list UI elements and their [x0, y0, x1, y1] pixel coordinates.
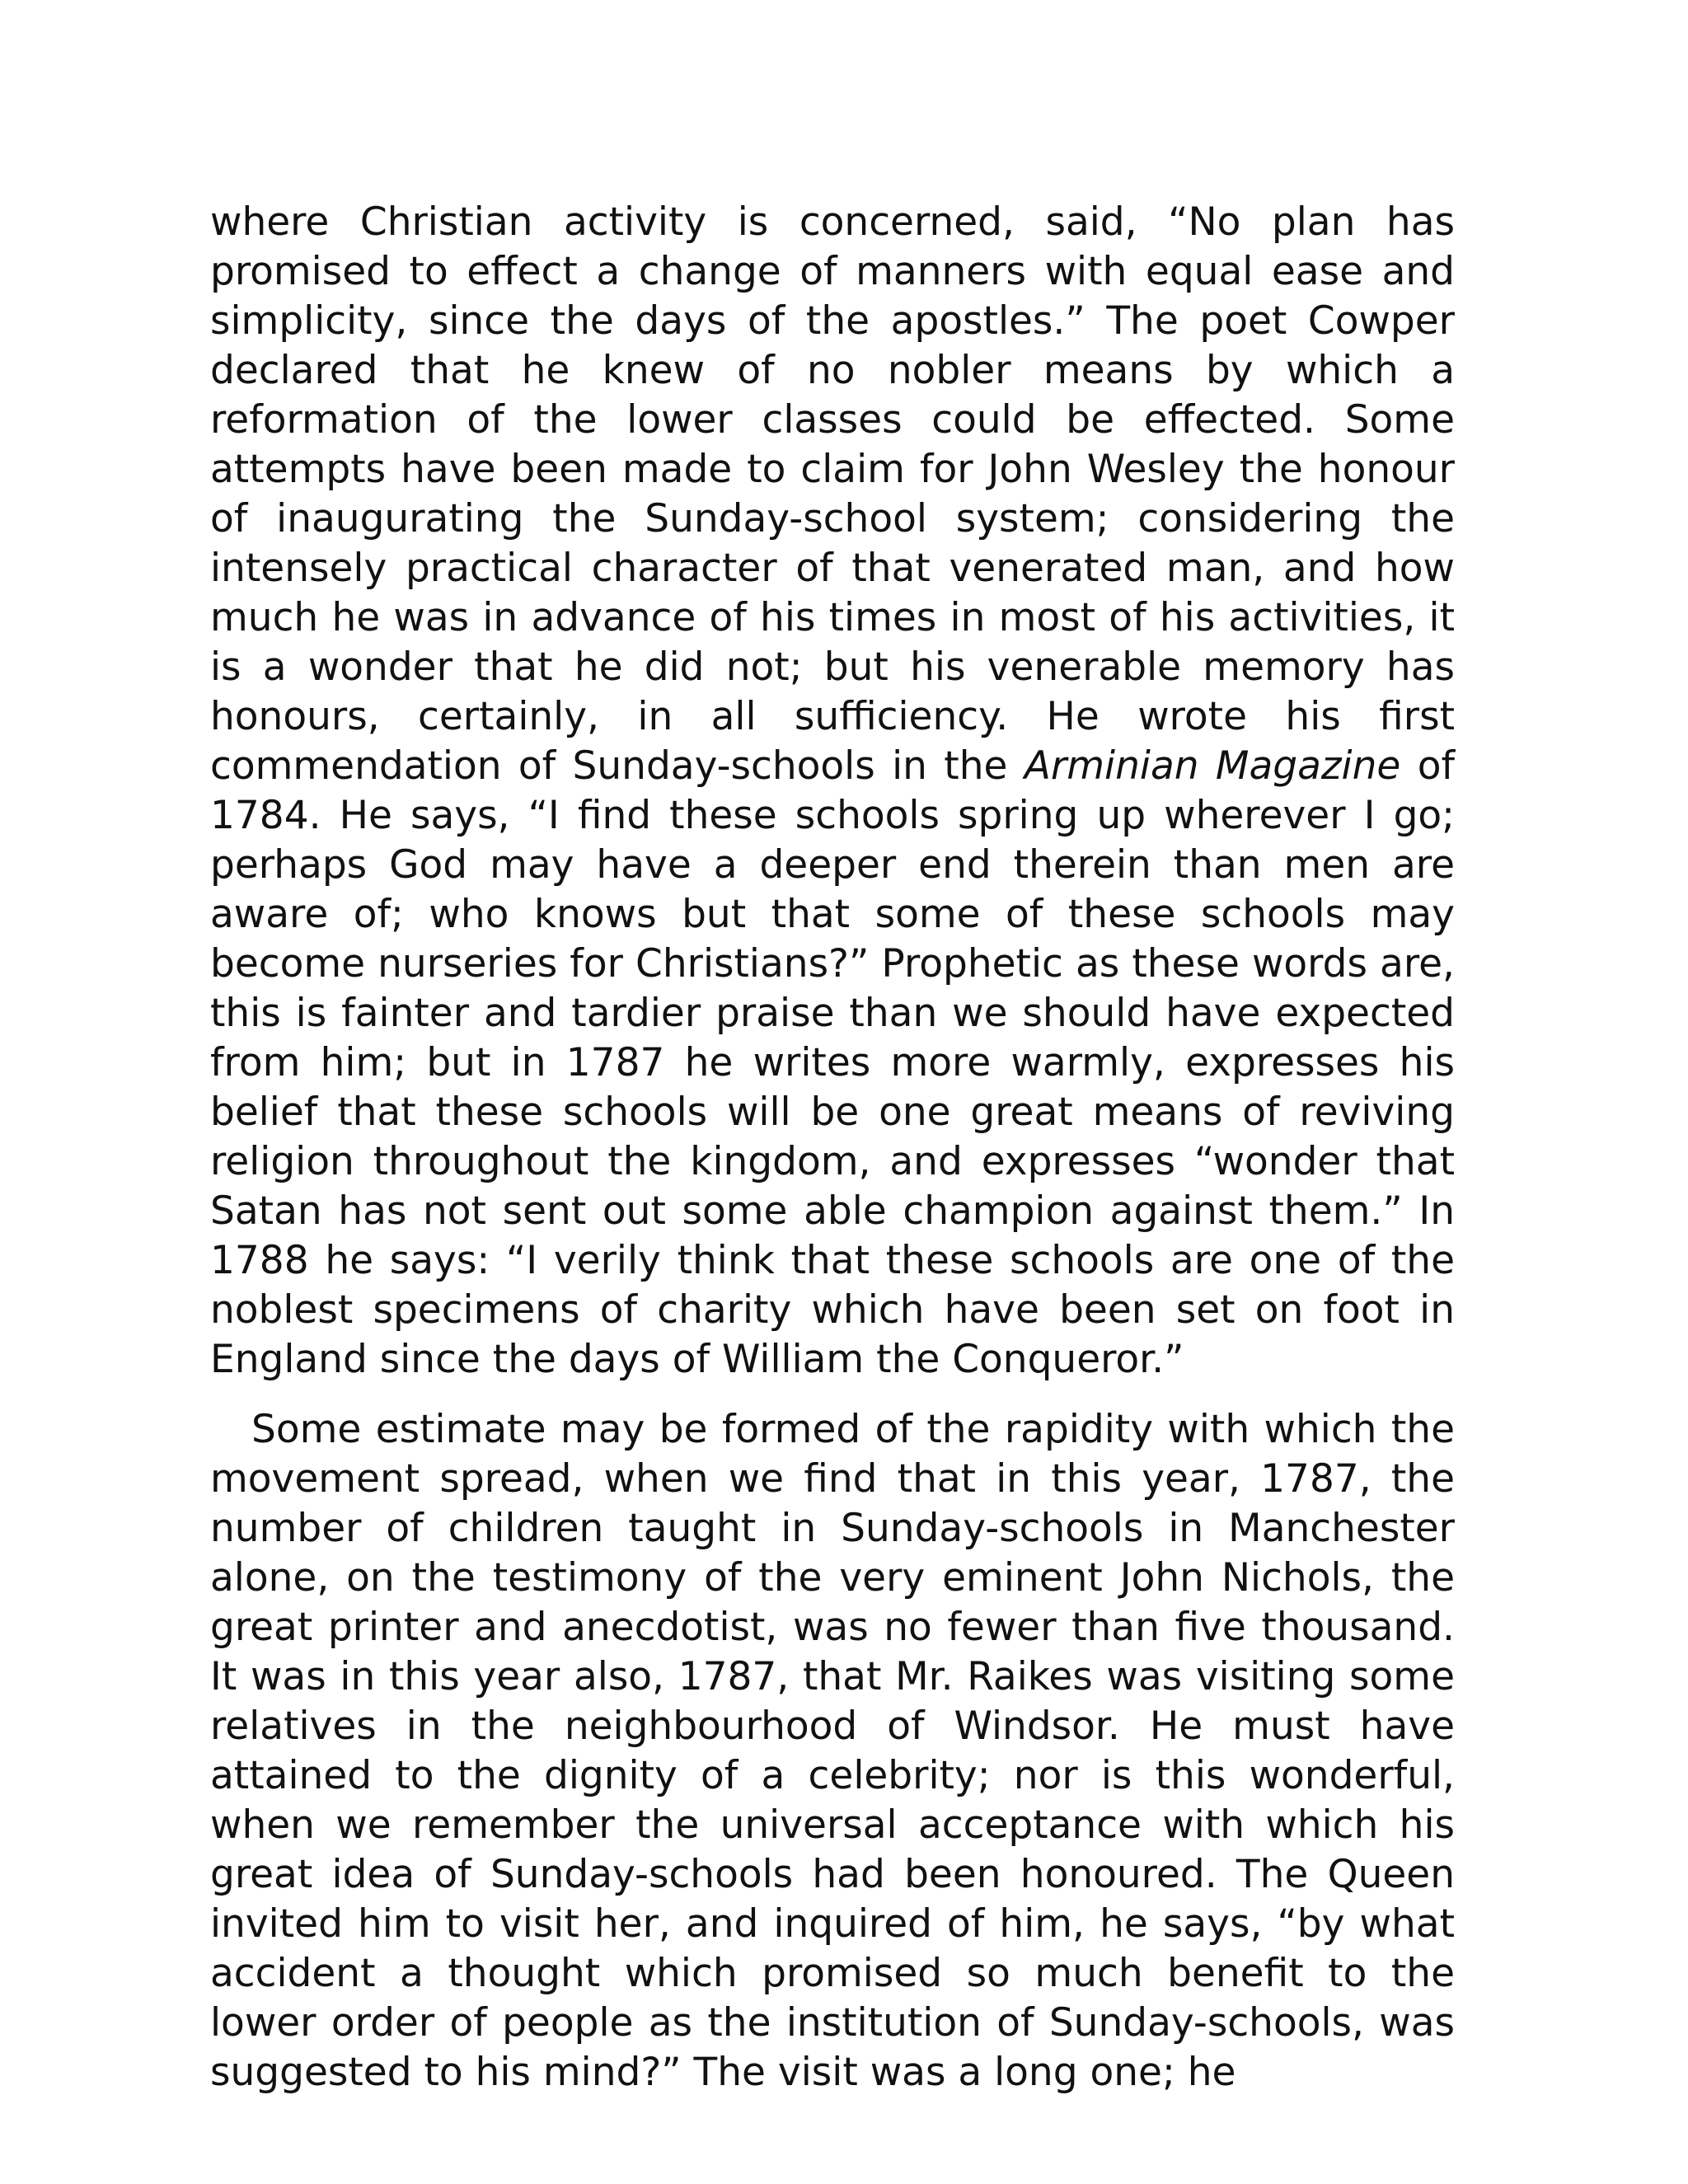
page-body	[210, 198, 1455, 2097]
paragraph-1-text-start: where Christian activity is concerned, said, “No plan has promised to effect a change of manners with equal ease and simplicity, since the days of the apostles.” The poet Cowper declared that he knew of no nobler means by which a reformation of the lower classes could be effected. Some attempts have been made to claim for John Wesley the honour of inaugurating the Sunday-school system; considering the intensely practical character of that venerated man, and how much he was in advance of his times in most of his activities, it is a wonder that he did not; but his venerable memory has honours, certainly, in all sufficiency. He wrote his first commendation of Sunday-schools in the	[210, 199, 1455, 789]
paragraph-2: Some estimate may be formed of the rapidity with which the movement spread, when we find that in this year, 1787, the number of children taught in Sunday-schools in Manchester alone, on the testimony of the very eminent John Nichols, the great printer and anecdotist, was no fewer than five thousand. It was in this year also, 1787, that Mr. Raikes was visiting some relatives in the neighbourhood of Windsor. He must have attained to the dignity of a celebrity; nor is this wonderful, when we remember the universal acceptance with which his great idea of Sunday-schools had been honoured. The Queen invited him to visit her, and inquired of him, he says, “by what accident a thought which promised so much benefit to the lower order of people as the institution of Sunday-schools, was suggested to his mind?” The visit was a long one; he	[210, 1407, 1455, 2095]
paragraph-1-text-end: of 1784. He says, “I find these schools spring up wherever I go; perhaps God may have a deeper end therein than men are aware of; who knows but that some of these schools may become nurseries for Christians?” Prophetic as these words are, this is fainter and tardier praise than we should have expected from him; but in 1787 he writes more warmly, expresses his belief that these schools will be one great means of reviving religion throughout the kingdom, and expresses “wonder that Satan has not sent out some able champion against them.” In 1788 he says: “I verily think that these schools are one of the noblest specimens of charity which have been set on foot in England since the days of William the Conqueror.”	[210, 743, 1455, 1382]
magazine-title: Arminian Magazine	[1024, 743, 1401, 789]
paragraph-1	[210, 198, 1455, 1385]
